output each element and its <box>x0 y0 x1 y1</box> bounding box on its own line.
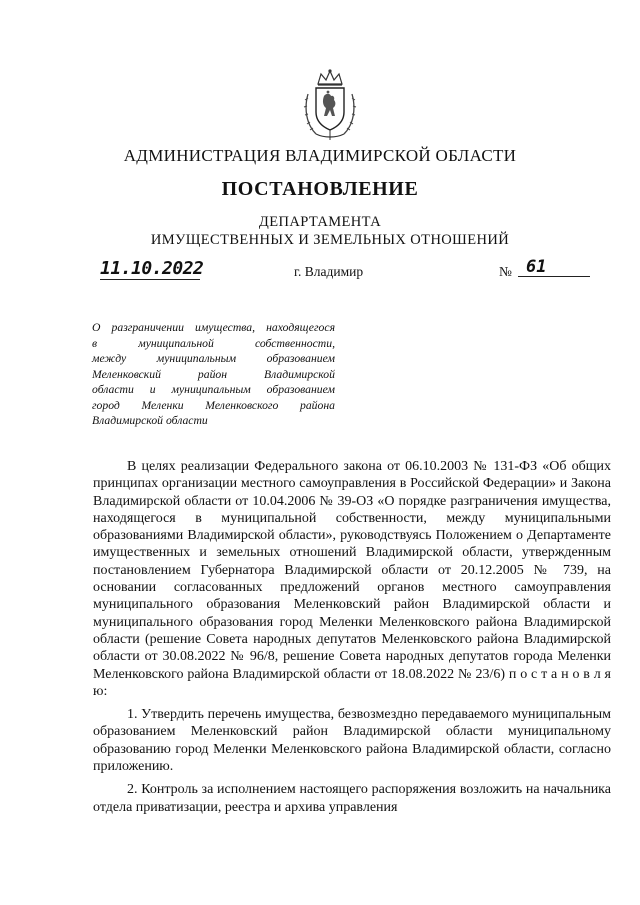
department-line-2: ИМУЩЕСТВЕННЫХ И ЗЕМЕЛЬНЫХ ОТНОШЕНИЙ <box>150 232 510 248</box>
handwritten-number: 61 <box>518 258 590 277</box>
subject-line: О разграничении имущества, находящегося <box>92 321 335 334</box>
subject-line: между муниципальным образованием <box>92 352 335 365</box>
document-body <box>93 458 611 816</box>
subject-line: город Меленки Меленковского района <box>92 398 335 412</box>
subject-line: Меленковский район Владимирской <box>92 367 335 381</box>
subject-line: в муниципальной собственности, <box>92 336 335 350</box>
city-label: г. Владимир <box>294 264 364 279</box>
document-type-title: ПОСТАНОВЛЕНИЕ <box>221 178 419 200</box>
number-sign: № <box>499 264 512 279</box>
organization-title: АДМИНИСТРАЦИЯ ВЛАДИМИРСКОЙ ОБЛАСТИ <box>123 146 517 165</box>
preamble-paragraph: В целях реализации Федерального закона от 06.10.2003 № 131-ФЗ «Об общих принципах организации местного самоуправления в Российской Федерации» и Закона Владимирской области от 10.04.2006 № 39-ОЗ «О порядке разграничения имущества, находящегося в муниципальной собственности, между муниципальными образованиями Владимирской области», руководствуясь Положением о Департаменте имущественных и земельных отношений Владимирской области, утвержденным постановлением Губернатора Владимирской области от 20.12.2005 № 739, на основании согласованных предложений органов местного самоуправления муниципального образования Меленковский район Владимирской области и муниципального образования город Меленки Меленковского района Владимирской области (решение Совета народных депутатов Меленковского района Владимирской области от 30.08.2022 № 96/8, решение Совета народных депутатов города Меленки Меленковского района Владимирской области от 18.08.2022 № 23/6) п о с т а н о в л я ю: <box>93 459 611 699</box>
subject-line: области и муниципальным образованием <box>92 383 335 396</box>
handwritten-date: 11.10.2022 <box>100 258 204 279</box>
department-line-1: ДЕПАРТАМЕНТА <box>258 214 382 230</box>
document-subject <box>92 320 335 429</box>
subject-line: Владимирской области <box>92 414 208 427</box>
coat-of-arms-icon <box>302 68 358 142</box>
item-1-paragraph: 1. Утвердить перечень имущества, безвозмездно передаваемого муниципальным образованием Меленковский район Владимирской области муниципальному образованию город Меленки Меленковского района Владимирской области, согласно приложению. <box>93 707 611 775</box>
item-2-paragraph: 2. Контроль за исполнением настоящего распоряжения возложить на начальника отдела приватизации, реестра и архива управления <box>93 782 611 815</box>
